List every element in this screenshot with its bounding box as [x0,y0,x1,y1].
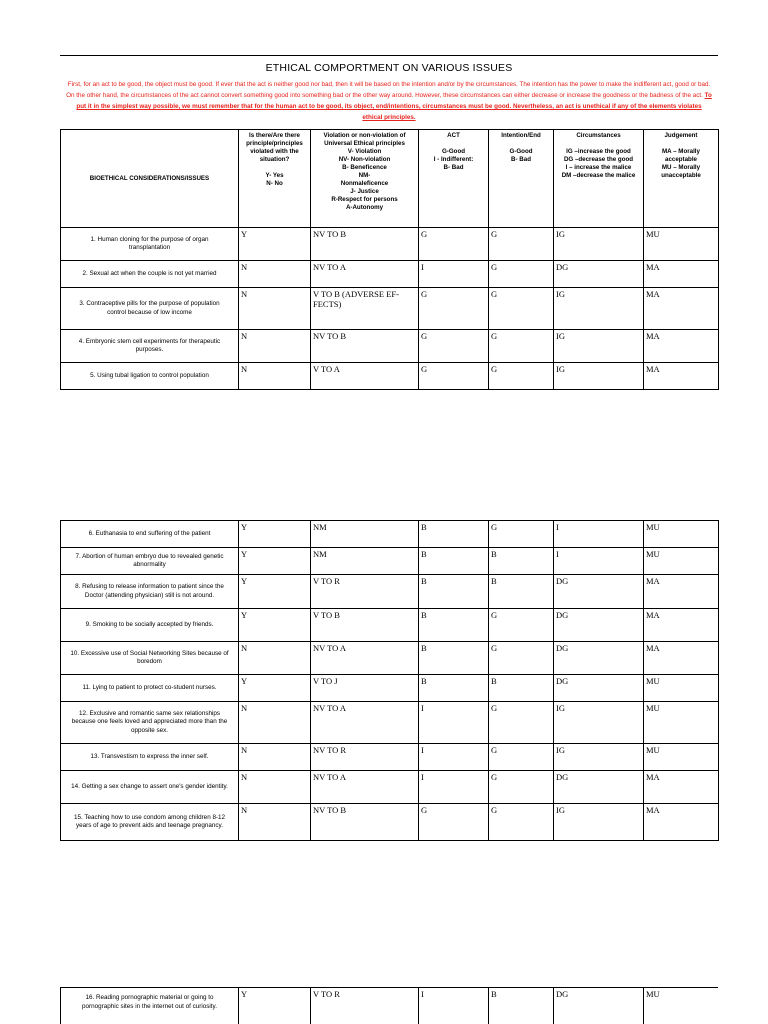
ethics-table-part-2 [60,520,719,841]
circumstances-cell: DG [554,771,644,804]
judgement-cell: MU [644,744,719,771]
violation-cell: V TO B [311,609,419,642]
issue-cell: 11. Lying to patient to protect co-student nurses. [61,675,239,702]
violated-cell: N [239,288,311,330]
table-row [61,228,719,261]
issue-cell: 7. Abortion of human embryo due to revealed genetic abnormality [61,548,239,575]
table-row [61,363,719,390]
judgement-cell: MA [644,642,719,675]
issue-cell: 4. Embryonic stem cell experiments for therapeutic purposes. [61,330,239,363]
violated-cell: N [239,804,311,841]
act-cell: B [419,521,489,548]
table-row [61,330,719,363]
circumstances-cell: I [554,548,644,575]
circumstances-cell: IG [554,744,644,771]
issue-cell: 10. Excessive use of Social Networking Sites because of boredom [61,642,239,675]
act-cell: I [419,744,489,771]
header-issues: BIOETHICAL CONSIDERATIONS/ISSUES [61,130,239,228]
intention-cell: G [489,261,554,288]
intention-cell: B [489,988,554,1024]
violation-cell: NM [311,548,419,575]
violated-cell: Y [239,228,311,261]
intention-cell: G [489,228,554,261]
intention-cell: G [489,363,554,390]
judgement-cell: MA [644,288,719,330]
issue-cell: 8. Refusing to release information to patient since the Doctor (attending physician) still is not around. [61,575,239,609]
judgement-cell: MA [644,261,719,288]
violation-cell: NV TO R [311,744,419,771]
issue-cell: 9. Smoking to be socially accepted by friends. [61,609,239,642]
violated-cell: N [239,744,311,771]
violated-cell: Y [239,609,311,642]
intention-cell: B [489,548,554,575]
judgement-cell: MA [644,804,719,841]
intention-cell: G [489,288,554,330]
intention-cell: B [489,675,554,702]
violated-cell: N [239,771,311,804]
violation-cell: V TO R [311,988,419,1024]
intention-cell: G [489,702,554,744]
violation-cell: NV TO A [311,702,419,744]
violation-cell: V TO B (ADVERSE EF-FECTS) [311,288,419,330]
issue-cell: 13. Transvestism to express the inner self. [61,744,239,771]
violation-cell: V TO J [311,675,419,702]
act-cell: I [419,771,489,804]
issue-cell: 1. Human cloning for the purpose of organ transplantation [61,228,239,261]
header-violated: Is there/Are there principle/principles violated with the situation? Y- Yes N- No [239,130,311,228]
violated-cell: Y [239,521,311,548]
intention-cell: G [489,609,554,642]
violation-cell: NV TO A [311,771,419,804]
violated-cell: N [239,363,311,390]
circumstances-cell: IG [554,330,644,363]
table-row [61,804,719,841]
ethics-table-part-3 [60,987,718,1024]
violated-cell: N [239,261,311,288]
violation-cell: NV TO B [311,228,419,261]
violation-cell: NV TO A [311,261,419,288]
violated-cell: Y [239,988,311,1024]
intro-paragraph [60,76,718,129]
table-row [61,288,719,330]
act-cell: G [419,288,489,330]
header-judgement: Judgement MA – Morally acceptable MU – Morally unacceptable [644,130,719,228]
table-row [61,988,719,1024]
judgement-cell: MA [644,330,719,363]
violated-cell: N [239,330,311,363]
violation-cell: NV TO B [311,804,419,841]
intention-cell: G [489,330,554,363]
judgement-cell: MA [644,609,719,642]
circumstances-cell: DG [554,609,644,642]
act-cell: G [419,804,489,841]
violated-cell: N [239,702,311,744]
issue-cell: 16. Reading pornographic material or going to pornographic sites in the internet out of curiosity. [61,988,239,1024]
judgement-cell: MU [644,675,719,702]
intention-cell: G [489,771,554,804]
intro-emphasis: To put it in the simplest way possible, we must remember that for the human act to be good, its object, end/intentions, circumstances must be good. Nevertheless, an act is unethical if any of the elements violates ethical principles. [76,92,712,121]
violation-cell: NV TO B [311,330,419,363]
circumstances-cell: IG [554,288,644,330]
table-row [61,744,719,771]
table-header-row [61,130,719,228]
table-row [61,548,719,575]
violation-cell: NM [311,521,419,548]
circumstances-cell: DG [554,642,644,675]
judgement-cell: MU [644,988,719,1024]
intro-text: First, for an act to be good, the object must be good. If ever that the act is neither good nor bad, then it will be based on the intention and/or by the circumstances. The intention has the power to make the indifferent act, good or bad. On the other hand, the circumstances of the act cannot convert something good into something bad or the other way around. However, these circumstances can either decrease or increase the goodness or the badness of the act. [66,81,711,99]
judgement-cell: MU [644,228,719,261]
violation-cell: V TO A [311,363,419,390]
act-cell: I [419,261,489,288]
judgement-cell: MU [644,702,719,744]
circumstances-cell: I [554,521,644,548]
issue-cell: 2. Sexual act when the couple is not yet married [61,261,239,288]
act-cell: I [419,702,489,744]
circumstances-cell: DG [554,575,644,609]
act-cell: G [419,363,489,390]
issue-cell: 5. Using tubal ligation to control population [61,363,239,390]
intention-cell: G [489,744,554,771]
header-circumstances: Circumstances IG –increase the good DG –decrease the good I – increase the malice DM –decrease the malice [554,130,644,228]
circumstances-cell: DG [554,675,644,702]
table-row [61,609,719,642]
ethics-table-part-1 [60,129,719,390]
issue-cell: 14. Getting a sex change to assert one's gender identity. [61,771,239,804]
violated-cell: N [239,642,311,675]
act-cell: B [419,675,489,702]
intention-cell: B [489,575,554,609]
table-row [61,642,719,675]
judgement-cell: MA [644,771,719,804]
issue-cell: 15. Teaching how to use condom among children 8-12 years of age to prevent aids and teenage pregnancy. [61,804,239,841]
circumstances-cell: IG [554,228,644,261]
issue-cell: 3. Contraceptive pills for the purpose of population control because of low income [61,288,239,330]
intention-cell: G [489,804,554,841]
act-cell: B [419,642,489,675]
violated-cell: Y [239,548,311,575]
header-intention: Intention/End G-Good B- Bad [489,130,554,228]
act-cell: B [419,548,489,575]
judgement-cell: MU [644,548,719,575]
table-row [61,575,719,609]
header-violation: Violation or non-violation of Universal Ethical principles V- Violation NV- Non-violation B- Beneficence NM- Nonmaleficence J- Justice R-Respect for persons A-Autonomy [311,130,419,228]
table-row [61,771,719,804]
violated-cell: Y [239,575,311,609]
circumstances-cell: IG [554,804,644,841]
table-row [61,261,719,288]
judgement-cell: MA [644,575,719,609]
table-row [61,521,719,548]
page-section-1 [60,55,718,390]
page-section-3 [60,987,718,1024]
intention-cell: G [489,521,554,548]
act-cell: B [419,609,489,642]
circumstances-cell: IG [554,363,644,390]
circumstances-cell: IG [554,702,644,744]
violation-cell: NV TO A [311,642,419,675]
circumstances-cell: DG [554,261,644,288]
issue-cell: 6. Euthanasia to end suffering of the patient [61,521,239,548]
table-row [61,702,719,744]
act-cell: I [419,988,489,1024]
violated-cell: Y [239,675,311,702]
act-cell: B [419,575,489,609]
document-title: ETHICAL COMPORTMENT ON VARIOUS ISSUES [265,62,513,74]
judgement-cell: MA [644,363,719,390]
page-section-2 [60,520,718,841]
table-row [61,675,719,702]
document-header [60,55,718,129]
judgement-cell: MU [644,521,719,548]
circumstances-cell: DG [554,988,644,1024]
act-cell: G [419,330,489,363]
act-cell: G [419,228,489,261]
header-act: ACT G-Good I - Indifferent: B- Bad [419,130,489,228]
intention-cell: G [489,642,554,675]
issue-cell: 12. Exclusive and romantic same sex relationships because one feels loved and appreciated more than the opposite sex. [61,702,239,744]
violation-cell: V TO R [311,575,419,609]
